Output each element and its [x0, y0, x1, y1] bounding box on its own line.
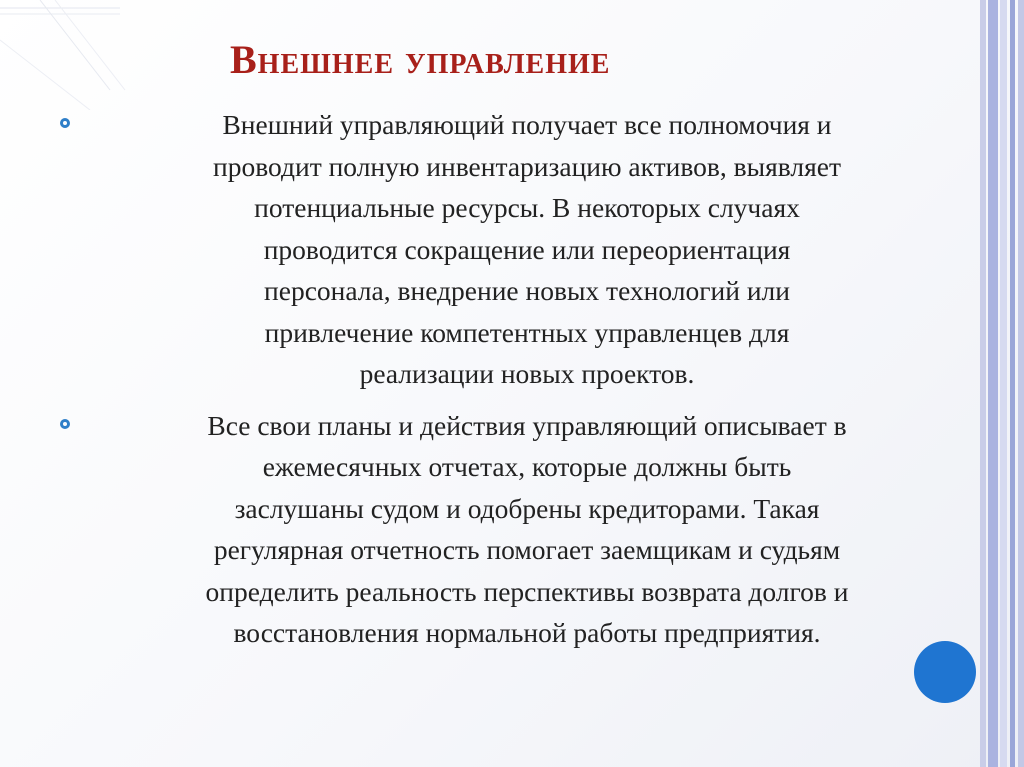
text-line: потенциальные ресурсы. В некоторых случаях — [254, 192, 800, 223]
decorative-blue-circle — [914, 641, 976, 703]
stripe — [1010, 0, 1015, 767]
stripe — [1000, 0, 1007, 767]
bullet-paragraph-1 — [60, 104, 982, 395]
text-line: заслушаны судом и одобрены кредиторами. Такая — [234, 492, 820, 524]
corner-decoration — [0, 0, 140, 110]
text-line: проводится сокращение или переориентация — [263, 233, 791, 265]
text-line: восстановления нормальной работы предприятия. — [233, 617, 821, 648]
text-line: реализации новых проектов. — [359, 358, 695, 389]
stripe — [988, 0, 998, 767]
text-line: привлечение компетентных управленцев для — [264, 316, 790, 348]
stripe — [1018, 0, 1024, 767]
text-line: персонала, внедрение новых технологий или — [264, 275, 790, 306]
bullet-paragraph-2 — [60, 405, 982, 654]
bullet-ring-icon — [60, 118, 70, 128]
slide-title: Внешнее управление — [230, 37, 611, 82]
slide-content — [60, 104, 982, 654]
text-line: Все свои планы и действия управляющий описывает в — [207, 409, 847, 441]
text-line: регулярная отчетность помогает заемщикам и судьям — [213, 534, 841, 565]
text-line: Внешний управляющий получает все полномочия и — [222, 109, 832, 140]
text-line: проводит полную инвентаризацию активов, выявляет — [213, 150, 841, 182]
bullet-ring-icon — [60, 419, 70, 429]
text-line: ежемесячных отчетах, которые должны быть — [262, 451, 792, 482]
text-line: определить реальность перспективы возврата долгов и — [205, 575, 849, 607]
right-stripes — [980, 0, 1024, 767]
